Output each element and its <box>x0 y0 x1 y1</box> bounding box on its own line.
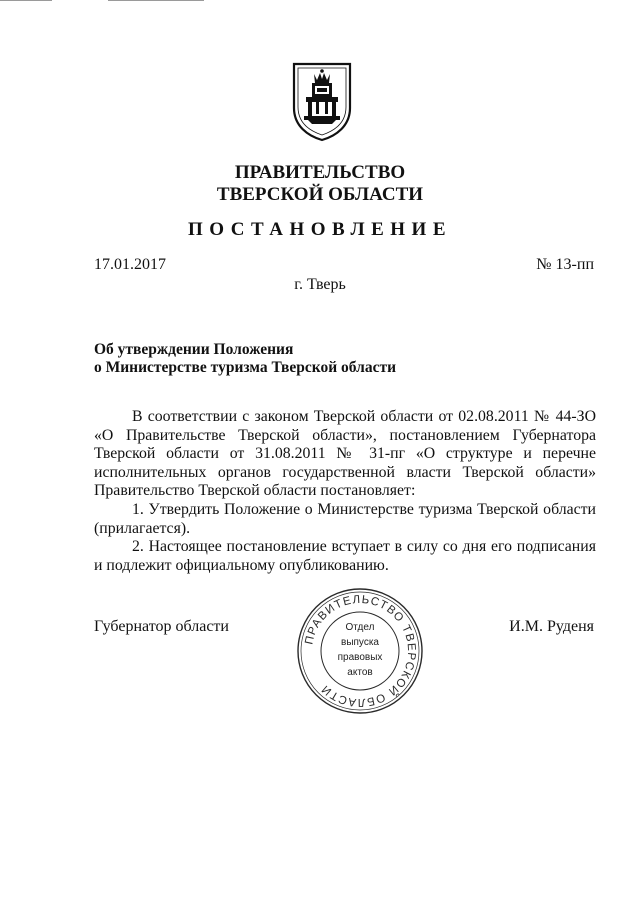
stamp-ring-text: ПРАВИТЕЛЬСТВО ТВЕРСКОЙ ОБЛАСТИ <box>303 593 418 709</box>
document-subject <box>94 341 396 377</box>
subject-line1: Об утверждении Положения <box>94 341 294 358</box>
scan-edge-line <box>0 0 52 1</box>
body-paragraph-item1: 1. Утвердить Положение о Министерстве туризма Тверской области (прилагается). <box>94 500 596 537</box>
body-paragraph-preamble: В соответствии с законом Тверской области от 02.08.2011 № 44-ЗО «О Правительстве Тверской области», постановлением Губернатора Тверской области от 31.08.2011 № 31-пг «О структуре и перечне исполнительных органов государственной власти Тверской области» Правительство Тверской области постановляет: <box>94 408 596 500</box>
stamp-inner-line: актов <box>347 667 373 678</box>
body-paragraph-item2: 2. Настоящее постановление вступает в силу со дня его подписания и подлежит официальному опубликованию. <box>94 538 596 574</box>
stamp-inner-line: правовых <box>337 652 383 663</box>
stamp-inner-line: Отдел <box>345 622 375 633</box>
document-body <box>94 408 596 575</box>
org-title-line1: ПРАВИТЕЛЬСТВО <box>234 162 406 183</box>
document-date: 17.01.2017 <box>94 256 166 273</box>
document-type: ПОСТАНОВЛЕНИЕ <box>187 219 453 240</box>
org-title-line2: ТВЕРСКОЙ ОБЛАСТИ <box>216 184 424 205</box>
stamp-inner-text <box>296 620 424 680</box>
subject-line2: о Министерстве туризма Тверской области <box>94 359 397 376</box>
signer-name: И.М. Руденя <box>509 618 594 635</box>
tver-coat-of-arms-icon <box>290 60 354 142</box>
scan-edge-line <box>108 0 204 1</box>
document-city: г. Тверь <box>294 276 346 293</box>
signer-title: Губернатор области <box>94 618 229 635</box>
stamp-inner-line: выпуска <box>341 637 379 648</box>
document-number: № 13-пп <box>536 256 594 273</box>
